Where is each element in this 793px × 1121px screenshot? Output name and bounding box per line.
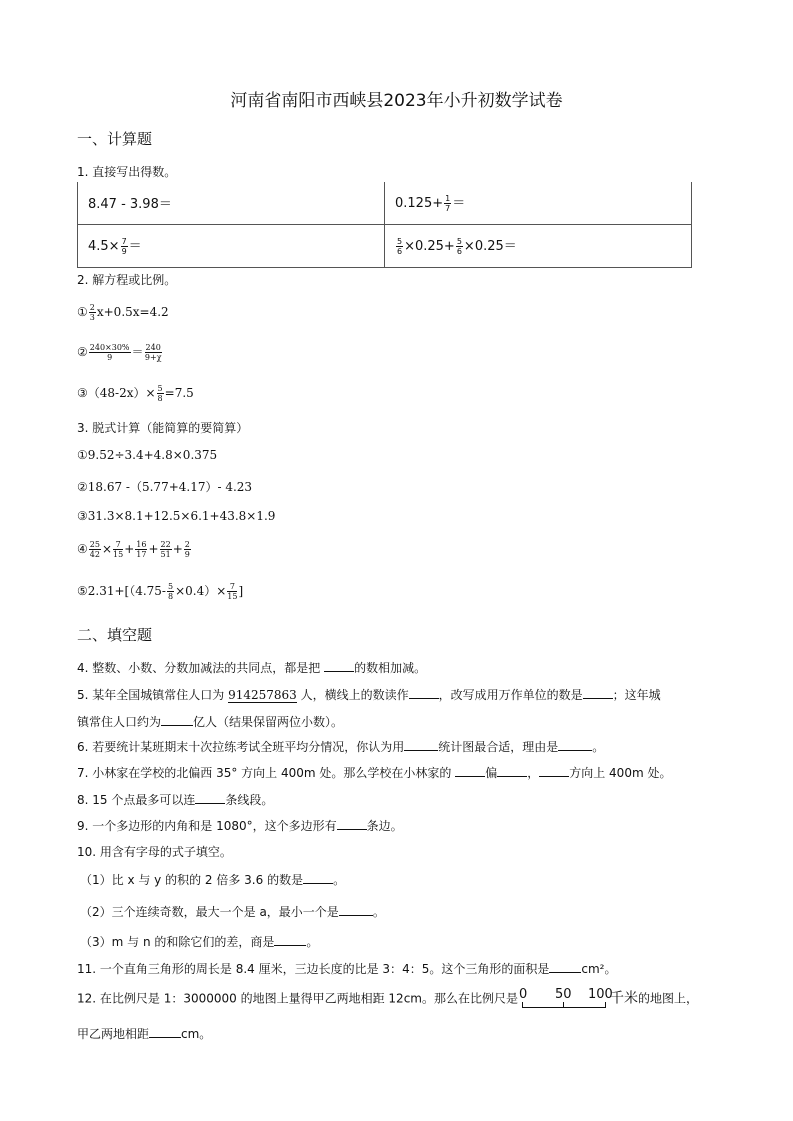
- fraction: $\frac{2}{3}$: [89, 303, 95, 322]
- question-10: 10. 用含有字母的式子填空。: [77, 845, 232, 859]
- answer-blank[interactable]: [455, 765, 485, 777]
- answer-blank[interactable]: [339, 904, 373, 916]
- underlined-number: 914257863: [228, 688, 297, 702]
- answer-blank[interactable]: [195, 792, 225, 804]
- fraction: $\frac{16}{17}$: [136, 540, 147, 559]
- fraction: $\frac{7}{15}$: [227, 582, 238, 601]
- equation-3: ③（48-2x）× $\frac{5}{8}$ =7.5: [77, 384, 194, 403]
- calc-cell-2: 0.125+ $\frac{1}{7}$ ＝: [385, 182, 692, 224]
- question-10-3: （3）m 与 n 的和除它们的差，商是 。: [80, 935, 319, 949]
- answer-blank[interactable]: [337, 818, 367, 830]
- answer-blank[interactable]: [274, 934, 306, 946]
- section-calculation-heading: 一、计算题: [77, 130, 153, 148]
- answer-blank[interactable]: [583, 687, 613, 699]
- question-5-cont: 镇常住人口约为 亿人（结果保留两位小数）。: [77, 715, 344, 729]
- fraction: $\frac{240\times 30\%}{9}$: [89, 343, 130, 362]
- answer-blank[interactable]: [549, 961, 581, 973]
- calc-expr-1: 8.47 - 3.98＝: [88, 197, 172, 213]
- calc-cell-3: 4.5× $\frac{7}{9}$ ＝: [78, 224, 385, 267]
- question-9: 9. 一个多边形的内角和是 1080°，这个多边形有 条边。: [77, 819, 403, 833]
- fraction: $\frac{1}{7}$: [445, 194, 451, 214]
- calc-table: [77, 182, 692, 268]
- fraction: $\frac{7}{15}$: [113, 540, 124, 559]
- answer-blank[interactable]: [409, 687, 439, 699]
- question-10-2: （2）三个连续奇数，最大一个是 a，最小一个是 。: [80, 905, 385, 919]
- question-5: 5. 某年全国城镇常住人口为 914257863 人，横线上的数读作 ，改写成用万作单位的数是 ；这年城: [77, 688, 661, 702]
- question-11: 11. 一个直角三角形的周长是 8.4 厘米，三边长度的比是 3：4：5。这个三角形的面积是 cm²。: [77, 962, 617, 976]
- fraction: $\frac{2}{9}$: [184, 540, 190, 559]
- answer-blank[interactable]: [558, 739, 592, 751]
- answer-blank[interactable]: [303, 872, 333, 884]
- question-8: 8. 15 个点最多可以连 条线段。: [77, 793, 274, 807]
- answer-blank[interactable]: [539, 765, 569, 777]
- scale-unit: 千米: [609, 990, 638, 1007]
- question-2: 2. 解方程或比例。: [77, 273, 177, 287]
- fraction: $\frac{5}{8}$: [157, 384, 163, 403]
- expression-1: ①9.52÷3.4+4.8×0.375: [77, 448, 218, 462]
- question-10-1: （1）比 x 与 y 的积的 2 倍多 3.6 的数是 。: [80, 873, 346, 887]
- expression-2: ②18.67 -（5.77+4.17）- 4.23: [77, 480, 253, 494]
- question-12: 12. 在比例尺是 1：3000000 的地图上量得甲乙两地相距 12cm。那么在比例尺是 0 50 100 千米的地图上，: [77, 987, 698, 1011]
- fraction: $\frac{5}{6}$: [456, 237, 462, 257]
- question-7: 7. 小林家在学校的北偏西 35° 方向上 400m 处。那么学校在小林家的 偏 ， 方向上 400m 处。: [77, 766, 672, 780]
- fraction: $\frac{7}{9}$: [121, 237, 127, 257]
- answer-blank[interactable]: [161, 714, 193, 726]
- fraction: $\frac{5}{8}$: [168, 582, 174, 601]
- answer-blank[interactable]: [324, 660, 354, 672]
- fraction: $\frac{25}{42}$: [89, 540, 100, 559]
- scale-bar: 0 50 100: [519, 987, 609, 1011]
- answer-blank[interactable]: [497, 765, 527, 777]
- calc-cell-1: [78, 182, 385, 224]
- expression-3: ③31.3×8.1+12.5×6.1+43.8×1.9: [77, 509, 276, 523]
- calc-expr-3: 4.5×: [88, 239, 120, 255]
- calc-cell-4: $\frac{5}{6}$ ×0.25+ $\frac{5}{6}$ ×0.25＝: [385, 224, 692, 267]
- question-1: 1. 直接写出得数。: [77, 165, 177, 179]
- question-4: 4. 整数、小数、分数加减法的共同点，都是把 的数相加减。: [77, 661, 427, 675]
- question-6: 6. 若要统计某班期末十次拉练考试全班平均分情况，你认为用 统计图最合适，理由是 。: [77, 740, 605, 754]
- answer-blank[interactable]: [404, 739, 438, 751]
- exam-title: 河南省南阳市西峡县2023年小升初数学试卷: [230, 91, 563, 111]
- fraction: $\frac{240}{9+\chi}$: [144, 343, 162, 362]
- fraction: $\frac{22}{51}$: [160, 540, 171, 559]
- question-12-cont: 甲乙两地相距 cm。: [77, 1027, 212, 1041]
- equation-1: ① $\frac{2}{3}$ x+0.5x=4.2: [77, 303, 169, 322]
- fraction: $\frac{5}{6}$: [397, 237, 403, 257]
- calc-expr-2: 0.125+: [395, 196, 444, 212]
- expression-4: ④ $\frac{25}{42}$ × $\frac{7}{15}$ + $\frac{16}{17}$ + $\frac{22}{51}$ + $\frac{2}{9}$: [77, 540, 190, 559]
- question-3: 3. 脱式计算（能简算的要简算）: [77, 421, 249, 435]
- equation-2: ② $\frac{240\times 30\%}{9}$ ＝ $\frac{240}{9+\chi}$: [77, 343, 162, 362]
- section-fill-blank-heading: 二、填空题: [77, 626, 153, 644]
- answer-blank[interactable]: [149, 1026, 181, 1038]
- calc-expr-4: ×0.25+: [404, 239, 455, 255]
- expression-5: ⑤2.31+[（4.75- $\frac{5}{8}$ ×0.4）× $\frac{7}{15}$ ]: [77, 582, 244, 601]
